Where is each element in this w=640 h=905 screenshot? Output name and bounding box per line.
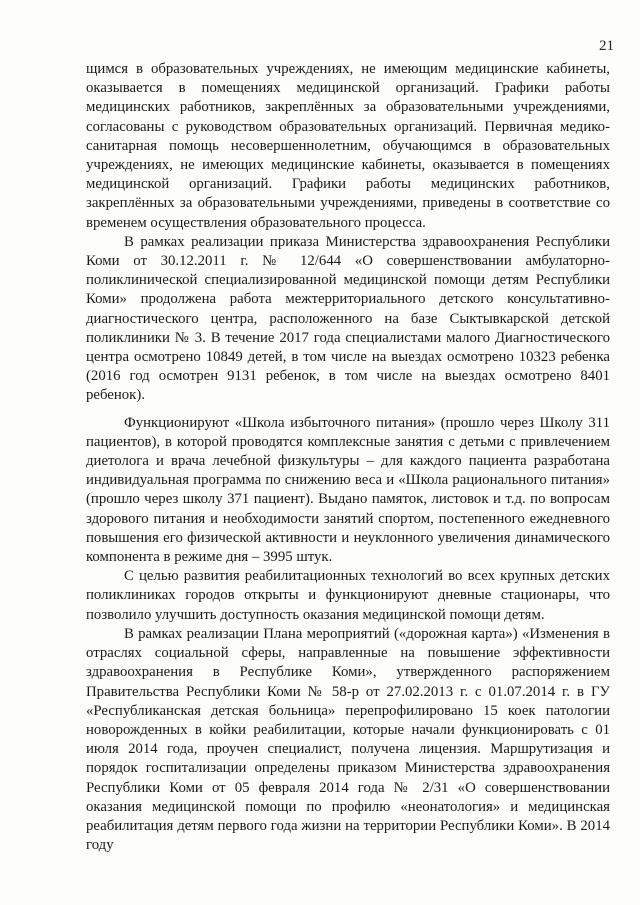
- paragraph-roadmap: В рамках реализации Плана мероприятий («дорожная карта») «Изменения в отраслях социальной сферы, направленные на повышение эффективности здравоохранения в Республике Коми», утвержденного распоряжением Правительства Республики Коми № 58-р от 27.02.2013 г. с 01.07.2014 г. в ГУ «Республиканская детская больница» перепрофилировано 15 коек патологии новорожденных в койки реабилитации, которые начали функционировать с 01 июля 2014 года, проучен специалист, получена лицензия. Маршрутизация и порядок госпитализации определены приказом Министерства здравоохранения Республики Коми от 05 февраля 2014 года № 2/31 «О совершенствовании оказания медицинской помощи по профилю «неонатология» и медицинская реабилитация детям первого года жизни на территории Республики Коми». В 2014 году: [86, 625, 610, 854]
- paragraph-day-hospitals: С целью развития реабилитационных технологий во всех крупных детских поликлиниках городов открыты и функционируют дневные стационары, что позволило улучшить доступность оказания медицинской помощи детям.: [86, 568, 610, 623]
- paragraph-continued: щимся в образовательных учреждениях, не имеющим медицинские кабинеты, оказывается в помещениях медицинской организаций. Графики работы медицинских работников, закреплённых за образовательными учреждениями, согласованы с руководством образовательных организаций. Первичная медико-санитарная помощь несовершеннолетним, обучающимся в образовательных учреждениях, не имеющих медицинские кабинеты, оказывается в помещениях медицинской организаций. Графики работы медицинских работников, закреплённых за образовательными учреждениями, приведены в соответствие со временем осуществления образовательного процесса.: [86, 61, 610, 231]
- body-text: [86, 60, 610, 855]
- paragraph-nutrition-school: Функционируют «Школа избыточного питания» (прошло через Школу 311 пациентов), в которой проводятся комплексные занятия с детьми с привлечением диетолога и врача лечебной физкультуры – для каждого пациента разработана индивидуальная программа по снижению веса и «Школа рационального питания» (прошло через школу 371 пациент). Выдано памяток, листовок и т.д. по вопросам здорового питания и необходимости занятий спортом, постепенного ежедневного повышения его физической активности и неуклонного увеличения динамического компонента в режиме дня – 3995 штук.: [86, 414, 610, 566]
- paragraph-diagnostic-center: В рамках реализации приказа Министерства здравоохранения Республики Коми от 30.12.2011 г. № 12/644 «О совершенствовании амбулаторно-поликлинической специализированной медицинской помощи детям Республики Коми» продолжена работа межтерриториального детского консультативно-диагностического центра, расположенного на базе Сыктывкарской детской поликлиники № 3. В течение 2017 года специалистами малого Диагностического центра осмотрено 10849 детей, в том числе на выездах осмотрено 10323 ребенка (2016 год осмотрен 9131 ребенок, в том числе на выездах осмотрено 8401 ребенок).: [86, 233, 610, 404]
- page-number: 21: [599, 38, 614, 54]
